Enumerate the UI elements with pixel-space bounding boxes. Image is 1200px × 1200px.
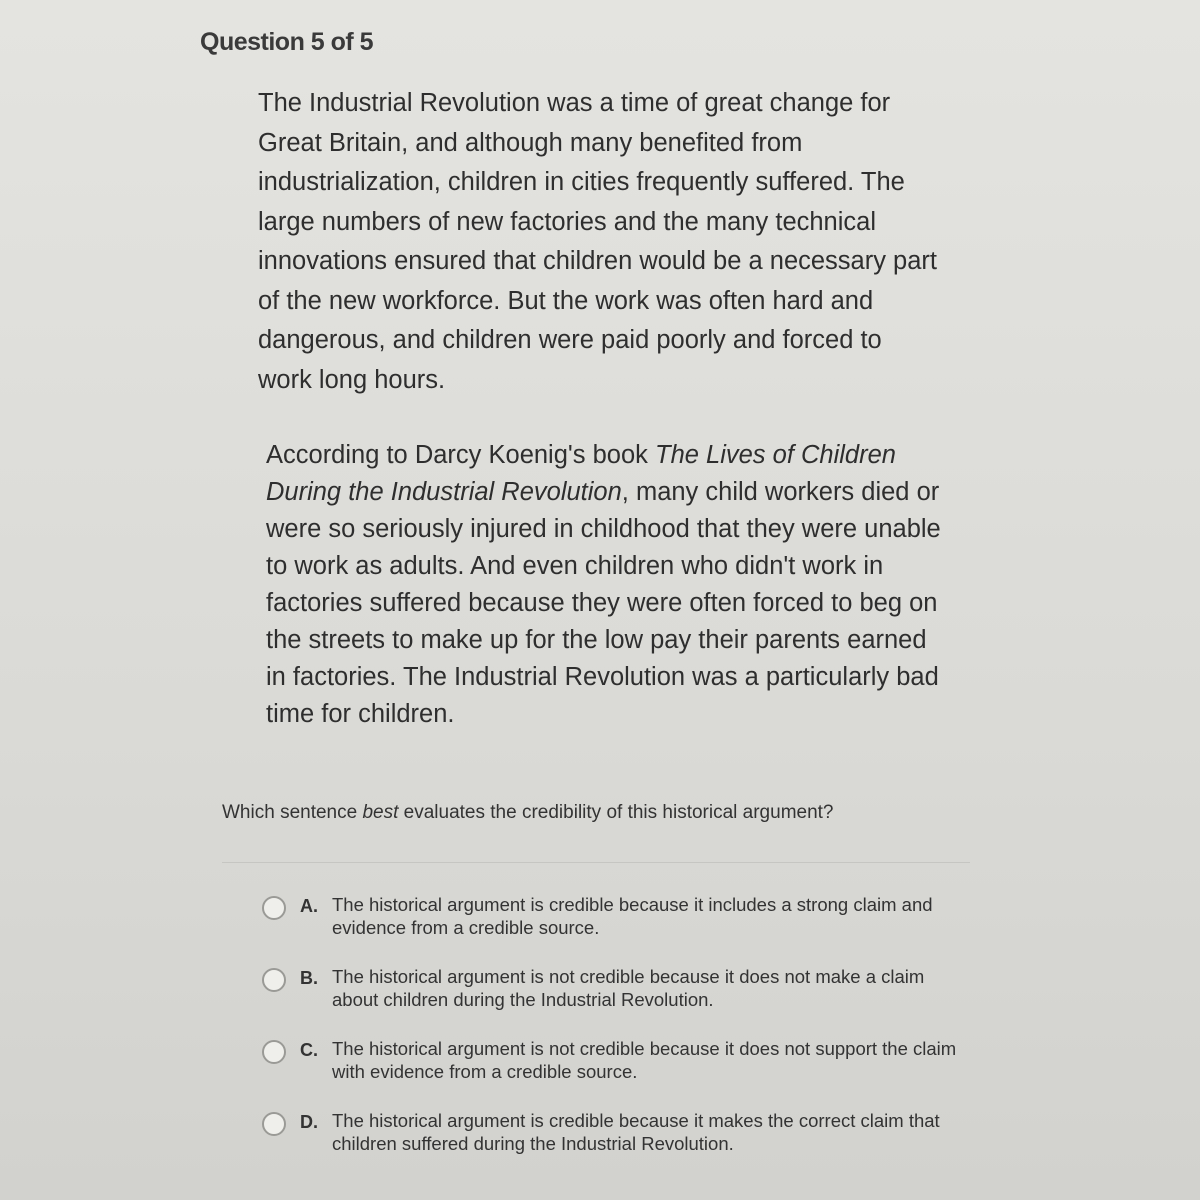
choice-c[interactable] (262, 1037, 982, 1083)
prompt-after: evaluates the credibility of this historical argument? (398, 802, 834, 823)
choice-a[interactable] (262, 893, 982, 939)
question-prompt (222, 802, 834, 824)
question-counter: Question 5 of 5 (200, 28, 374, 56)
radio-button-icon[interactable] (262, 1040, 286, 1064)
choice-b[interactable] (262, 965, 982, 1011)
choice-text: The historical argument is not credible because it does not make a claim about children during the Industrial Revolution. (332, 966, 925, 1010)
radio-button-icon[interactable] (262, 896, 286, 920)
choice-text: The historical argument is credible because it includes a strong claim and evidence from a credible source. (332, 894, 933, 938)
choice-letter: A. (300, 896, 318, 916)
prompt-emphasis: best (362, 802, 399, 823)
paragraph-2-intro: According to Darcy Koenig's book (266, 441, 655, 469)
paragraph-2-rest: , many child workers died or were so seriously injured in childhood that they were unable to work as adults. And even children who didn't work in factories suffered because they were often forced to beg on the streets to make up for the low pay their parents earned in factories. The Industrial Revolution was a particularly bad time for children. (266, 478, 941, 728)
book-title: The Lives of Children During the Industrial Revolution (266, 441, 896, 506)
answer-choices (262, 893, 982, 1181)
choice-text: The historical argument is credible because it makes the correct claim that children suffered during the Industrial Revolution. (332, 1110, 940, 1154)
choice-letter: B. (300, 968, 318, 988)
passage-paragraph-1: The Industrial Revolution was a time of great change for Great Britain, and although many benefited from industrialization, children in cities frequently suffered. The large numbers of new factories and the many technical innovations ensured that children would be a necessary part of the new workforce. But the work was often hard and dangerous, and children were paid poorly and forced to work long hours. (258, 89, 937, 394)
passage-paragraph-2 (266, 437, 946, 733)
radio-button-icon[interactable] (262, 968, 286, 992)
choice-d[interactable] (262, 1109, 982, 1155)
radio-button-icon[interactable] (262, 1112, 286, 1136)
choice-text: The historical argument is not credible because it does not support the claim with evidence from a credible source. (332, 1038, 957, 1082)
prompt-before: Which sentence (222, 802, 363, 823)
divider (222, 862, 970, 863)
choice-letter: C. (300, 1040, 318, 1060)
choice-letter: D. (300, 1112, 318, 1132)
